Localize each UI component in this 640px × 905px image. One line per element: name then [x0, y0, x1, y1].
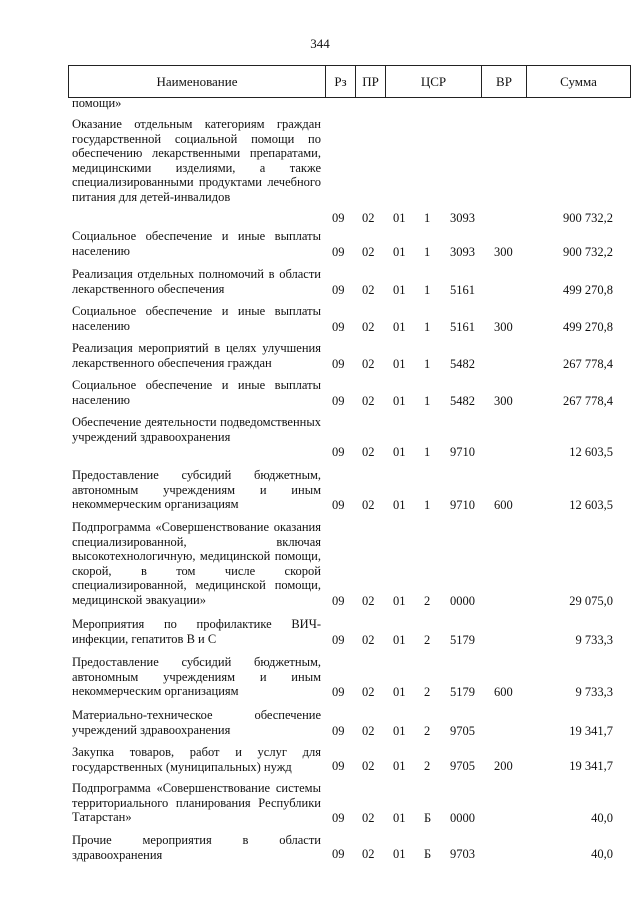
row-csr-program: 01: [393, 685, 406, 699]
row-csr-program: 01: [393, 394, 406, 408]
row-pr: 02: [362, 633, 375, 647]
row-name: Предоставление субсидий бюджетным, автономным учреждениям и иным некоммерческим организациям: [72, 468, 321, 511]
header-rz: Рз: [326, 66, 356, 97]
row-name: Подпрограмма «Совершенствование системы территориального планирования Республики Татарстан»: [72, 781, 321, 824]
table-row: [0, 415, 640, 468]
row-sum: 267 778,4: [563, 357, 613, 371]
row-csr-code: 5161: [450, 283, 475, 297]
row-csr-program: 01: [393, 211, 406, 225]
row-rz: 09: [332, 283, 345, 297]
row-name: Реализация мероприятий в целях улучшения лекарственного обеспечения граждан: [72, 341, 321, 370]
row-name: Мероприятия по профилактике ВИЧ-инфекции, гепатитов В и С: [72, 617, 321, 646]
row-sum: 499 270,8: [563, 320, 613, 334]
row-sum: 499 270,8: [563, 283, 613, 297]
row-name: Закупка товаров, работ и услуг для государственных (муниципальных) нужд: [72, 745, 321, 774]
table-row: [0, 468, 640, 520]
row-csr-code: 9705: [450, 724, 475, 738]
row-csr-subprogram: 1: [424, 283, 431, 297]
row-sum: 900 732,2: [563, 211, 613, 225]
page-number: 344: [310, 36, 330, 51]
row-sum: 267 778,4: [563, 394, 613, 408]
row-pr: 02: [362, 685, 375, 699]
row-name: Предоставление субсидий бюджетным, автономным учреждениям и иным некоммерческим организациям: [72, 655, 321, 698]
row-csr-program: 01: [393, 357, 406, 371]
row-vr: 200: [494, 759, 513, 773]
table-row: [0, 229, 640, 267]
row-rz: 09: [332, 847, 345, 861]
row-sum: 9 733,3: [575, 633, 613, 647]
row-vr: 600: [494, 685, 513, 699]
table-row: [0, 617, 640, 655]
row-csr-subprogram: 1: [424, 245, 431, 259]
table-row: [0, 833, 640, 869]
row-csr-program: 01: [393, 498, 406, 512]
row-sum: 40,0: [591, 847, 613, 861]
row-csr-subprogram: Б: [424, 811, 432, 825]
row-name: Материально-техническое обеспечение учреждений здравоохранения: [72, 708, 321, 737]
table-header: [68, 65, 631, 98]
row-rz: 09: [332, 445, 345, 459]
row-rz: 09: [332, 394, 345, 408]
row-csr-subprogram: 2: [424, 633, 431, 647]
row-pr: 02: [362, 357, 375, 371]
row-sum: 9 733,3: [575, 685, 613, 699]
table-row: [0, 708, 640, 745]
row-csr-code: 0000: [450, 594, 475, 608]
row-csr-program: 01: [393, 594, 406, 608]
row-pr: 02: [362, 811, 375, 825]
row-csr-code: 9703: [450, 847, 475, 861]
row-name: Оказание отдельным категориям граждан государственной социальной помощи по обеспечению лекарственными препаратами, медицинскими изделиями, а также специализированными продуктами лечебного питания для детей-инвалидов: [72, 117, 321, 204]
row-sum: 29 075,0: [569, 594, 613, 608]
row-rz: 09: [332, 245, 345, 259]
row-csr-code: 5482: [450, 357, 475, 371]
row-rz: 09: [332, 759, 345, 773]
row-csr-program: 01: [393, 245, 406, 259]
row-csr-subprogram: Б: [424, 847, 432, 861]
row-vr: 600: [494, 498, 513, 512]
row-name: Реализация отдельных полномочий в области лекарственного обеспечения: [72, 267, 321, 296]
row-csr-subprogram: 2: [424, 759, 431, 773]
row-pr: 02: [362, 759, 375, 773]
row-csr-code: 3093: [450, 245, 475, 259]
table-row: [0, 781, 640, 833]
row-csr-code: 9705: [450, 759, 475, 773]
row-rz: 09: [332, 685, 345, 699]
table-row: [0, 267, 640, 304]
row-pr: 02: [362, 724, 375, 738]
row-csr-subprogram: 1: [424, 394, 431, 408]
row-rz: 09: [332, 633, 345, 647]
row-csr-code: 5482: [450, 394, 475, 408]
header-csr: ЦСР: [386, 66, 482, 97]
row-csr-code: 5161: [450, 320, 475, 334]
row-csr-code: 0000: [450, 811, 475, 825]
table-body: [0, 98, 640, 867]
row-rz: 09: [332, 594, 345, 608]
row-sum: 40,0: [591, 811, 613, 825]
row-vr: 300: [494, 320, 513, 334]
row-csr-program: 01: [393, 847, 406, 861]
row-pr: 02: [362, 594, 375, 608]
row-rz: 09: [332, 357, 345, 371]
table-row: [0, 98, 640, 115]
table-row: [0, 378, 640, 415]
row-name: Социальное обеспечение и иные выплаты населению: [72, 229, 321, 258]
table-row: [0, 117, 640, 229]
row-csr-subprogram: 2: [424, 685, 431, 699]
row-rz: 09: [332, 811, 345, 825]
row-csr-program: 01: [393, 445, 406, 459]
table-row: [0, 745, 640, 781]
row-pr: 02: [362, 211, 375, 225]
row-csr-subprogram: 1: [424, 211, 431, 225]
row-pr: 02: [362, 320, 375, 334]
row-csr-program: 01: [393, 759, 406, 773]
row-csr-code: 3093: [450, 211, 475, 225]
row-csr-subprogram: 1: [424, 357, 431, 371]
table-row: [0, 520, 640, 617]
row-csr-program: 01: [393, 283, 406, 297]
row-sum: 900 732,2: [563, 245, 613, 259]
header-sum: Сумма: [560, 73, 597, 89]
row-vr: 300: [494, 245, 513, 259]
row-name: помощи»: [72, 96, 122, 110]
row-name: Социальное обеспечение и иные выплаты населению: [72, 304, 321, 333]
row-name: Прочие мероприятия в области здравоохранения: [72, 833, 321, 862]
row-rz: 09: [332, 320, 345, 334]
row-sum: 12 603,5: [569, 445, 613, 459]
table-row: [0, 655, 640, 708]
row-sum: 19 341,7: [569, 759, 613, 773]
row-sum: 19 341,7: [569, 724, 613, 738]
table-row: [0, 341, 640, 378]
row-csr-program: 01: [393, 811, 406, 825]
header-vr: ВР: [482, 66, 527, 97]
row-pr: 02: [362, 445, 375, 459]
row-rz: 09: [332, 724, 345, 738]
row-csr-code: 9710: [450, 445, 475, 459]
row-csr-code: 5179: [450, 633, 475, 647]
row-csr-subprogram: 1: [424, 498, 431, 512]
table-row: [0, 304, 640, 341]
row-rz: 09: [332, 211, 345, 225]
row-pr: 02: [362, 498, 375, 512]
row-csr-subprogram: 2: [424, 594, 431, 608]
row-name: Обеспечение деятельности подведомственных учреждений здравоохранения: [72, 415, 321, 444]
row-pr: 02: [362, 847, 375, 861]
row-csr-program: 01: [393, 633, 406, 647]
row-name: Социальное обеспечение и иные выплаты населению: [72, 378, 321, 407]
row-rz: 09: [332, 498, 345, 512]
row-csr-code: 9710: [450, 498, 475, 512]
header-pr: ПР: [356, 66, 386, 97]
row-pr: 02: [362, 245, 375, 259]
row-csr-code: 5179: [450, 685, 475, 699]
row-pr: 02: [362, 283, 375, 297]
row-vr: 300: [494, 394, 513, 408]
row-csr-subprogram: 1: [424, 320, 431, 334]
row-name: Подпрограмма «Совершенствование оказания специализированной, включая высокотехнологичную, медицинской помощи, скорой, в том числе скорой специализированной, медицинской помощи, медицинской эвакуации»: [72, 520, 321, 607]
row-csr-program: 01: [393, 320, 406, 334]
row-csr-subprogram: 2: [424, 724, 431, 738]
row-pr: 02: [362, 394, 375, 408]
header-name: Наименование: [69, 66, 326, 97]
row-csr-subprogram: 1: [424, 445, 431, 459]
row-csr-program: 01: [393, 724, 406, 738]
row-sum: 12 603,5: [569, 498, 613, 512]
